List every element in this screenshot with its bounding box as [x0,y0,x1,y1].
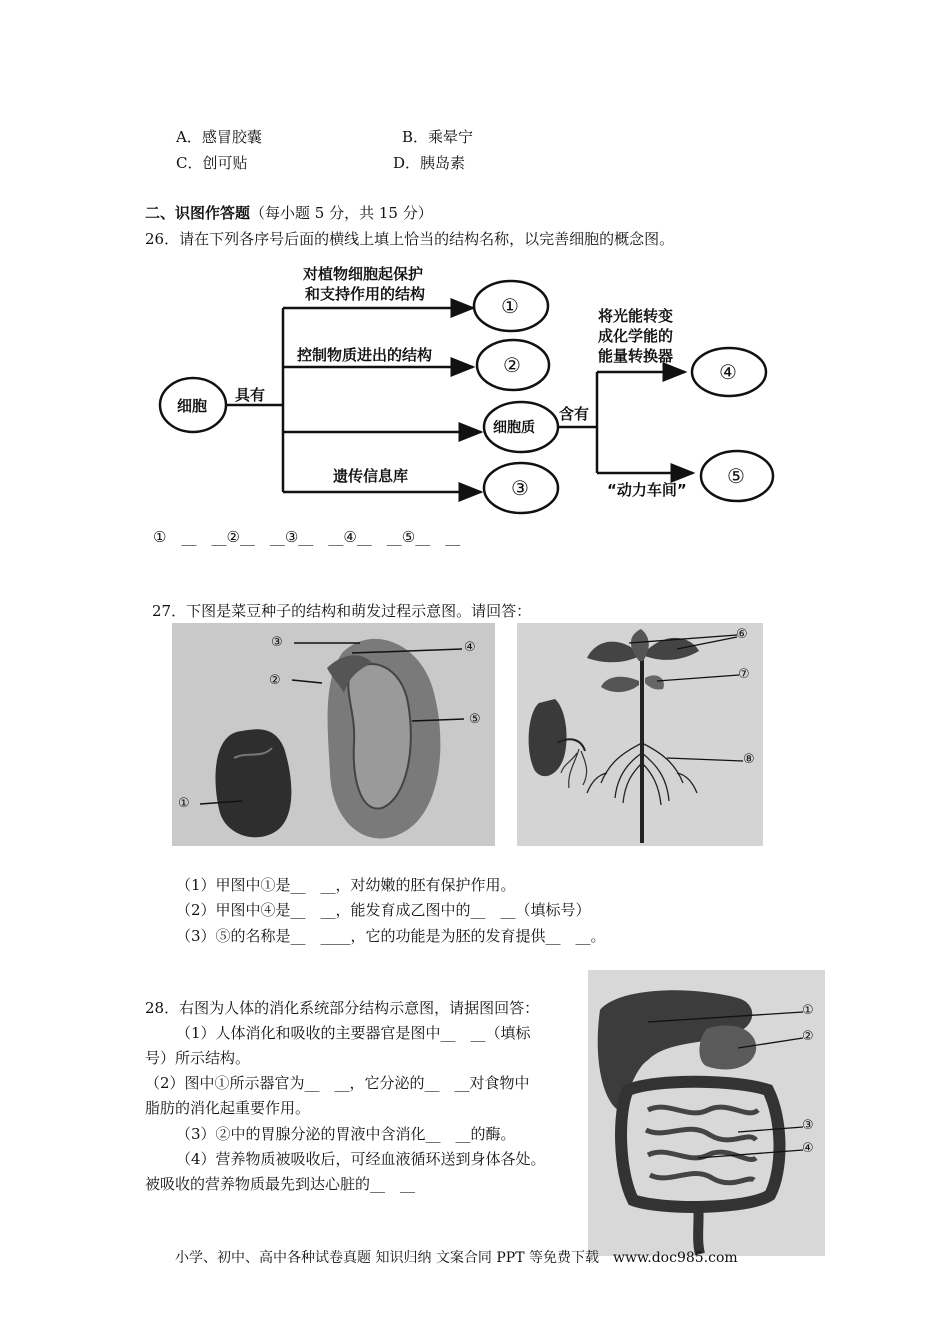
energy-label-1: 将光能转变 [598,307,674,325]
q26-text: 26．请在下列各序号后面的横线上填上恰当的结构名称，以完善细胞的概念图。 [145,230,675,248]
organ-label-1: ① [802,1003,814,1018]
seed-label-5: ⑤ [469,712,481,727]
energy-label-3: 能量转换器 [598,347,674,365]
section-heading [145,202,433,223]
num-2: ② [503,353,521,377]
branch1b-label: 和支持作用的结构 [305,285,426,303]
option-c: C．创可贴 [176,154,248,172]
contains-label: 含有 [559,405,590,423]
q28-sub2a: （2）图中①所示器官为__ __，它分泌的__ __对食物中 [145,1074,530,1092]
num-4: ④ [719,360,737,384]
organ-label-4: ④ [802,1141,814,1156]
section-title: 二、识图作答题 [145,204,251,222]
branch1-label: 对植物细胞起保护 [303,265,424,283]
seed-label-3: ③ [271,635,283,650]
q28-sub3: （3）②中的胃腺分泌的胃液中含消化__ __的酶。 [176,1125,516,1143]
digestive-system-figure [588,970,825,1256]
power-label: “动力车间” [607,481,687,499]
has-label: 具有 [235,386,266,404]
organ-label-3: ③ [802,1118,814,1133]
q27-sub1: （1）甲图中①是__ __，对幼嫩的胚有保护作用。 [176,876,516,894]
seedling-drawing [517,623,763,846]
num-5: ⑤ [727,464,745,488]
q28-sub4a: （4）营养物质被吸收后，可经血液循环送到身体各处。 [176,1150,546,1168]
bean-seed-figure [172,623,495,846]
option-a: A．感冒胶囊 [176,128,262,146]
plant-label-6: ⑥ [736,627,748,642]
q28-sub4b: 被吸收的营养物质最先到达心脏的__ __ [145,1175,416,1193]
cytoplasm-label: 细胞质 [493,420,535,436]
digestive-system-drawing [588,970,825,1256]
plant-label-7: ⑦ [738,667,750,682]
seed-label-4: ④ [464,640,476,655]
q27-text: 27．下图是菜豆种子的结构和萌发过程示意图。请回答： [152,602,532,620]
plant-label-8: ⑧ [743,752,755,767]
option-d: D．胰岛素 [393,154,466,172]
branch3-label: 遗传信息库 [333,467,409,485]
energy-label-2: 成化学能的 [598,327,674,345]
bean-seed-drawing [172,623,495,846]
q27-sub3: （3）⑤的名称是__ ____，它的功能是为胚的发育提供__ __。 [176,927,606,945]
page-footer: 小学、初中、高中各种试卷真题 知识归纳 文案合同 PPT 等免费下载 www.doc985.com [175,1250,738,1266]
option-b: B．乘晕宁 [402,128,474,146]
cell-concept-diagram [155,255,795,525]
seedling-figure [517,623,763,846]
cell-label: 细胞 [177,397,208,415]
q28-sub1a: （1）人体消化和吸收的主要器官是图中__ __（填标 [176,1024,531,1042]
section-note: （每小题 5 分，共 15 分） [250,204,433,222]
q27-sub2: （2）甲图中④是__ __，能发育成乙图中的__ __（填标号） [176,901,591,919]
num-1: ① [501,294,519,318]
branch2-label: 控制物质进出的结构 [297,346,433,364]
num-3: ③ [511,476,529,500]
organ-label-2: ② [802,1029,814,1044]
q28-text: 28．右图为人体的消化系统部分结构示意图，请据图回答： [145,999,540,1017]
seed-label-2: ② [269,673,281,688]
q28-sub1b: 号）所示结构。 [145,1049,251,1067]
q28-sub2b: 脂肪的消化起重要作用。 [145,1099,311,1117]
seed-label-1: ① [178,796,190,811]
q26-answer-line: ① __ __②__ __③__ __④__ __⑤__ __ [153,528,461,546]
